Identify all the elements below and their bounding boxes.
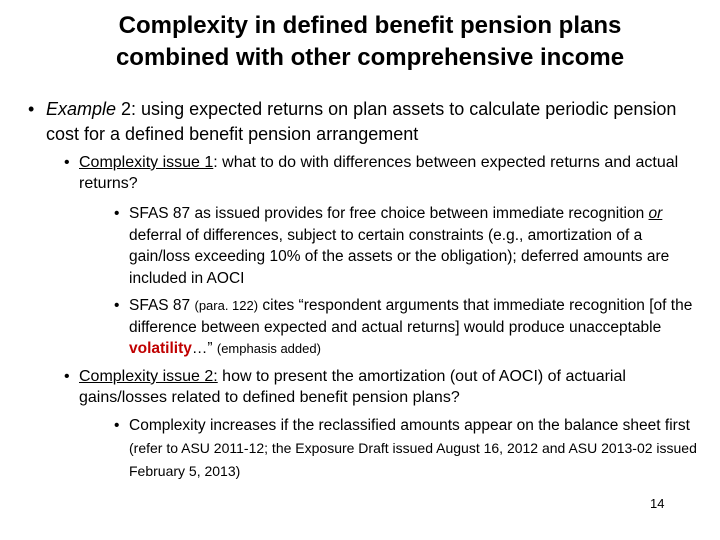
example-label: Example [46,99,117,119]
example-text: : using expected returns on plan assets to calculate periodic pension cost for a defined benefit pension arrangement [46,99,677,144]
bullet-icon: • [114,205,120,222]
page-number: 14 [650,496,665,511]
para-reference: (para. 122) [194,298,259,313]
issue-1-bullet [64,152,694,194]
or-emphasis: or [648,205,663,222]
point-quote: cites “respondent arguments that immediate recognition [of the difference between expected and actual returns] would produce unacceptable [129,297,693,336]
issue-2-label: Complexity issue 2: [79,368,218,385]
emphasis-note: (emphasis added) [216,341,321,356]
quote-end: …” [191,340,217,357]
point-text: Complexity increases if the reclassified amounts appear on the balance sheet first [129,417,690,434]
issue-2-text: how to present the amortization (out of AOCI) of actuarial gains/losses related to defined benefit pension plans? [79,368,626,406]
example-number: 2 [116,99,132,119]
issue-2-bullet [64,366,694,408]
example-bullet [28,97,698,147]
bullet-icon: • [114,297,120,314]
point-lead: SFAS 87 [129,297,195,314]
issue-1-text: : what to do with differences between expected returns and actual returns? [79,154,679,192]
issue-2-point-1 [114,415,700,483]
title-line-1: Complexity in defined benefit pension plans [118,12,622,39]
issue-1-point-1 [114,203,700,289]
asu-reference: (refer to ASU 2011-12; the Exposure Draft issued August 16, 2012 and ASU 2013-02 issued February 5, 2013) [129,440,697,479]
title-line-2: combined with other comprehensive income [115,44,625,71]
bullet-icon: • [64,368,70,385]
volatility-highlight: volatility [129,340,192,357]
issue-1-point-2 [114,295,700,360]
point-text-before: SFAS 87 as issued provides for free choice between immediate recognition [129,205,649,222]
bullet-icon: • [114,417,120,434]
slide-title [40,10,700,74]
issue-1-label: Complexity issue 1 [79,154,214,171]
bullet-icon: • [28,99,35,119]
point-text-after: deferral of differences, subject to certain constraints (e.g., amortization of a gain/loss exceeding 10% of the assets or the obligation); deferred amounts are included in AOCI [129,226,670,287]
bullet-icon: • [64,154,70,171]
